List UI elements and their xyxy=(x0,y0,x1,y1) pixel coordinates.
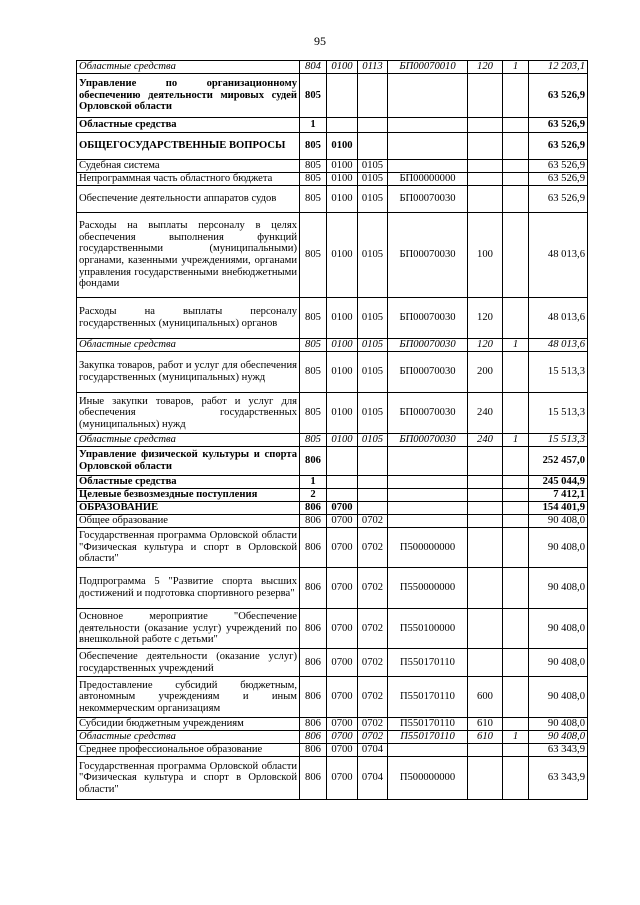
expense-type-code: 200 xyxy=(468,352,503,393)
amount: 245 044,9 xyxy=(529,476,588,489)
expense-type-code: 120 xyxy=(468,339,503,352)
row-name: Предоставление субсидий бюджетным, автономным учреждениям и иным некоммерческим организациям xyxy=(77,677,300,718)
target-article-code: БП00070010 xyxy=(388,61,468,74)
amount: 90 408,0 xyxy=(529,515,588,528)
table-row xyxy=(77,528,588,568)
target-article-code xyxy=(388,74,468,118)
table-row xyxy=(77,339,588,352)
expense-type-code xyxy=(468,515,503,528)
section-code: 0100 xyxy=(327,61,358,74)
funding-source-code xyxy=(503,160,529,173)
row-name: Областные средства xyxy=(77,118,300,133)
expense-type-code xyxy=(468,133,503,160)
subsection-code xyxy=(358,447,388,476)
subsection-code: 0704 xyxy=(358,744,388,757)
section-code xyxy=(327,476,358,489)
ved-code: 805 xyxy=(300,213,327,298)
target-article-code xyxy=(388,133,468,160)
section-code: 0700 xyxy=(327,609,358,649)
ved-code: 804 xyxy=(300,61,327,74)
table-row xyxy=(77,515,588,528)
funding-source-code xyxy=(503,489,529,502)
amount: 63 526,9 xyxy=(529,173,588,186)
amount: 63 526,9 xyxy=(529,74,588,118)
target-article-code xyxy=(388,502,468,515)
target-article-code xyxy=(388,515,468,528)
ved-code: 806 xyxy=(300,718,327,731)
section-code xyxy=(327,74,358,118)
expense-type-code xyxy=(468,160,503,173)
funding-source-code xyxy=(503,447,529,476)
table-row xyxy=(77,757,588,800)
amount: 90 408,0 xyxy=(529,718,588,731)
table-row xyxy=(77,476,588,489)
expense-type-code: 100 xyxy=(468,213,503,298)
table-row xyxy=(77,352,588,393)
row-name: Расходы на выплаты персоналу в целях обеспечения выполнения функций государственными (муниципальными) органами, казенными учреждениями, органами управления государственными внебюджетными фондами xyxy=(77,213,300,298)
section-code: 0100 xyxy=(327,434,358,447)
subsection-code: 0702 xyxy=(358,718,388,731)
funding-source-code xyxy=(503,649,529,677)
funding-source-code: 1 xyxy=(503,339,529,352)
section-code xyxy=(327,489,358,502)
ved-code: 806 xyxy=(300,447,327,476)
row-name: ОБРАЗОВАНИЕ xyxy=(77,502,300,515)
amount: 48 013,6 xyxy=(529,213,588,298)
table-row xyxy=(77,118,588,133)
target-article-code: БП00070030 xyxy=(388,352,468,393)
funding-source-code xyxy=(503,173,529,186)
subsection-code: 0702 xyxy=(358,568,388,609)
section-code xyxy=(327,447,358,476)
funding-source-code xyxy=(503,118,529,133)
section-code: 0100 xyxy=(327,393,358,434)
row-name: Областные средства xyxy=(77,434,300,447)
row-name: ОБЩЕГОСУДАРСТВЕННЫЕ ВОПРОСЫ xyxy=(77,133,300,160)
target-article-code: БП00000000 xyxy=(388,173,468,186)
amount: 90 408,0 xyxy=(529,649,588,677)
expense-type-code xyxy=(468,502,503,515)
section-code: 0700 xyxy=(327,677,358,718)
section-code: 0100 xyxy=(327,339,358,352)
budget-table-body xyxy=(77,61,588,800)
expense-type-code: 240 xyxy=(468,393,503,434)
amount: 63 526,9 xyxy=(529,118,588,133)
section-code: 0100 xyxy=(327,186,358,213)
table-row xyxy=(77,568,588,609)
ved-code: 1 xyxy=(300,476,327,489)
ved-code: 806 xyxy=(300,649,327,677)
amount: 90 408,0 xyxy=(529,731,588,744)
target-article-code: БП00070030 xyxy=(388,213,468,298)
subsection-code: 0702 xyxy=(358,515,388,528)
table-row xyxy=(77,718,588,731)
amount: 63 343,9 xyxy=(529,757,588,800)
subsection-code: 0105 xyxy=(358,173,388,186)
target-article-code: П550170110 xyxy=(388,731,468,744)
expense-type-code xyxy=(468,744,503,757)
expense-type-code xyxy=(468,609,503,649)
row-name: Непрограммная часть областного бюджета xyxy=(77,173,300,186)
amount: 252 457,0 xyxy=(529,447,588,476)
section-code: 0700 xyxy=(327,528,358,568)
funding-source-code: 1 xyxy=(503,61,529,74)
table-row xyxy=(77,744,588,757)
row-name: Целевые безвозмездные поступления xyxy=(77,489,300,502)
table-row xyxy=(77,649,588,677)
section-code: 0100 xyxy=(327,298,358,339)
funding-source-code xyxy=(503,213,529,298)
expense-type-code xyxy=(468,447,503,476)
funding-source-code xyxy=(503,352,529,393)
ved-code: 806 xyxy=(300,502,327,515)
subsection-code: 0702 xyxy=(358,649,388,677)
amount: 63 526,9 xyxy=(529,160,588,173)
row-name: Государственная программа Орловской области "Физическая культура и спорт в Орловской области" xyxy=(77,757,300,800)
target-article-code xyxy=(388,489,468,502)
ved-code: 805 xyxy=(300,186,327,213)
funding-source-code xyxy=(503,677,529,718)
funding-source-code: 1 xyxy=(503,731,529,744)
funding-source-code xyxy=(503,133,529,160)
funding-source-code xyxy=(503,74,529,118)
subsection-code: 0105 xyxy=(358,339,388,352)
ved-code: 806 xyxy=(300,757,327,800)
table-row xyxy=(77,393,588,434)
table-row xyxy=(77,213,588,298)
subsection-code: 0105 xyxy=(358,434,388,447)
target-article-code xyxy=(388,476,468,489)
row-name: Областные средства xyxy=(77,339,300,352)
subsection-code xyxy=(358,133,388,160)
section-code: 0100 xyxy=(327,160,358,173)
section-code xyxy=(327,118,358,133)
table-row xyxy=(77,298,588,339)
target-article-code xyxy=(388,118,468,133)
ved-code: 806 xyxy=(300,731,327,744)
target-article-code: БП00070030 xyxy=(388,339,468,352)
row-name: Основное мероприятие "Обеспечение деятельности (оказание услуг) учреждений по внешкольной работе с детьми" xyxy=(77,609,300,649)
funding-source-code xyxy=(503,568,529,609)
target-article-code: П550170110 xyxy=(388,718,468,731)
funding-source-code xyxy=(503,393,529,434)
ved-code: 805 xyxy=(300,434,327,447)
ved-code: 806 xyxy=(300,744,327,757)
amount: 12 203,1 xyxy=(529,61,588,74)
row-name: Судебная система xyxy=(77,160,300,173)
section-code: 0700 xyxy=(327,731,358,744)
subsection-code: 0105 xyxy=(358,352,388,393)
target-article-code: П550000000 xyxy=(388,568,468,609)
section-code: 0100 xyxy=(327,352,358,393)
target-article-code xyxy=(388,160,468,173)
expense-type-code xyxy=(468,118,503,133)
table-row xyxy=(77,160,588,173)
table-row xyxy=(77,74,588,118)
funding-source-code xyxy=(503,502,529,515)
target-article-code: БП00070030 xyxy=(388,186,468,213)
budget-table xyxy=(76,60,588,800)
row-name: Закупка товаров, работ и услуг для обеспечения государственных (муниципальных) нужд xyxy=(77,352,300,393)
section-code: 0700 xyxy=(327,502,358,515)
ved-code: 805 xyxy=(300,339,327,352)
amount: 90 408,0 xyxy=(529,528,588,568)
expense-type-code xyxy=(468,186,503,213)
subsection-code: 0702 xyxy=(358,677,388,718)
subsection-code: 0105 xyxy=(358,186,388,213)
target-article-code xyxy=(388,744,468,757)
subsection-code xyxy=(358,489,388,502)
amount: 15 513,3 xyxy=(529,352,588,393)
amount: 15 513,3 xyxy=(529,434,588,447)
table-row xyxy=(77,502,588,515)
amount: 63 343,9 xyxy=(529,744,588,757)
target-article-code: П550100000 xyxy=(388,609,468,649)
expense-type-code: 610 xyxy=(468,718,503,731)
row-name: Областные средства xyxy=(77,731,300,744)
ved-code: 805 xyxy=(300,173,327,186)
expense-type-code xyxy=(468,649,503,677)
amount: 7 412,1 xyxy=(529,489,588,502)
amount: 63 526,9 xyxy=(529,133,588,160)
subsection-code: 0702 xyxy=(358,731,388,744)
section-code: 0700 xyxy=(327,718,358,731)
ved-code: 2 xyxy=(300,489,327,502)
section-code: 0700 xyxy=(327,649,358,677)
expense-type-code xyxy=(468,173,503,186)
row-name: Областные средства xyxy=(77,61,300,74)
section-code: 0700 xyxy=(327,757,358,800)
ved-code: 806 xyxy=(300,528,327,568)
row-name: Расходы на выплаты персоналу государственных (муниципальных) органов xyxy=(77,298,300,339)
table-row xyxy=(77,186,588,213)
section-code: 0100 xyxy=(327,173,358,186)
target-article-code: П550170110 xyxy=(388,649,468,677)
table-row xyxy=(77,133,588,160)
row-name: Общее образование xyxy=(77,515,300,528)
section-code: 0700 xyxy=(327,744,358,757)
funding-source-code xyxy=(503,757,529,800)
funding-source-code xyxy=(503,298,529,339)
ved-code: 806 xyxy=(300,609,327,649)
expense-type-code: 120 xyxy=(468,298,503,339)
table-row xyxy=(77,731,588,744)
row-name: Управление физической культуры и спорта Орловской области xyxy=(77,447,300,476)
subsection-code: 0702 xyxy=(358,528,388,568)
expense-type-code: 240 xyxy=(468,434,503,447)
row-name: Обеспечение деятельности аппаратов судов xyxy=(77,186,300,213)
ved-code: 1 xyxy=(300,118,327,133)
funding-source-code xyxy=(503,515,529,528)
target-article-code: П550170110 xyxy=(388,677,468,718)
row-name: Подпрограмма 5 "Развитие спорта высших достижений и подготовка спортивного резерва" xyxy=(77,568,300,609)
expense-type-code xyxy=(468,476,503,489)
target-article-code: П500000000 xyxy=(388,528,468,568)
table-row xyxy=(77,447,588,476)
row-name: Среднее профессиональное образование xyxy=(77,744,300,757)
target-article-code: БП00070030 xyxy=(388,434,468,447)
funding-source-code xyxy=(503,476,529,489)
section-code: 0100 xyxy=(327,133,358,160)
subsection-code xyxy=(358,476,388,489)
funding-source-code: 1 xyxy=(503,434,529,447)
subsection-code: 0105 xyxy=(358,298,388,339)
table-row xyxy=(77,609,588,649)
ved-code: 806 xyxy=(300,677,327,718)
table-row xyxy=(77,489,588,502)
subsection-code: 0105 xyxy=(358,213,388,298)
ved-code: 805 xyxy=(300,133,327,160)
subsection-code xyxy=(358,118,388,133)
expense-type-code: 600 xyxy=(468,677,503,718)
subsection-code: 0702 xyxy=(358,609,388,649)
target-article-code: БП00070030 xyxy=(388,393,468,434)
row-name: Субсидии бюджетным учреждениям xyxy=(77,718,300,731)
amount: 63 526,9 xyxy=(529,186,588,213)
target-article-code xyxy=(388,447,468,476)
subsection-code xyxy=(358,502,388,515)
table-row xyxy=(77,677,588,718)
ved-code: 805 xyxy=(300,298,327,339)
expense-type-code xyxy=(468,528,503,568)
subsection-code: 0113 xyxy=(358,61,388,74)
amount: 90 408,0 xyxy=(529,609,588,649)
ved-code: 805 xyxy=(300,352,327,393)
expense-type-code xyxy=(468,489,503,502)
funding-source-code xyxy=(503,609,529,649)
target-article-code: БП00070030 xyxy=(388,298,468,339)
funding-source-code xyxy=(503,718,529,731)
row-name: Государственная программа Орловской области "Физическая культура и спорт в Орловской области" xyxy=(77,528,300,568)
row-name: Обеспечение деятельности (оказание услуг) государственных учреждений xyxy=(77,649,300,677)
funding-source-code xyxy=(503,186,529,213)
subsection-code xyxy=(358,74,388,118)
ved-code: 806 xyxy=(300,515,327,528)
ved-code: 805 xyxy=(300,393,327,434)
ved-code: 806 xyxy=(300,568,327,609)
amount: 90 408,0 xyxy=(529,568,588,609)
row-name: Областные средства xyxy=(77,476,300,489)
row-name: Управление по организационному обеспечению деятельности мировых судей Орловской области xyxy=(77,74,300,118)
subsection-code: 0105 xyxy=(358,393,388,434)
expense-type-code xyxy=(468,74,503,118)
amount: 48 013,6 xyxy=(529,339,588,352)
amount: 90 408,0 xyxy=(529,677,588,718)
table-row xyxy=(77,61,588,74)
section-code: 0100 xyxy=(327,213,358,298)
table-row xyxy=(77,434,588,447)
row-name: Иные закупки товаров, работ и услуг для обеспечения государственных (муниципальных) нужд xyxy=(77,393,300,434)
expense-type-code: 120 xyxy=(468,61,503,74)
section-code: 0700 xyxy=(327,568,358,609)
amount: 154 401,9 xyxy=(529,502,588,515)
expense-type-code xyxy=(468,568,503,609)
subsection-code: 0704 xyxy=(358,757,388,800)
page-number: 95 xyxy=(314,34,326,48)
amount: 15 513,3 xyxy=(529,393,588,434)
ved-code: 805 xyxy=(300,160,327,173)
ved-code: 805 xyxy=(300,74,327,118)
expense-type-code xyxy=(468,757,503,800)
subsection-code: 0105 xyxy=(358,160,388,173)
funding-source-code xyxy=(503,744,529,757)
expense-type-code: 610 xyxy=(468,731,503,744)
section-code: 0700 xyxy=(327,515,358,528)
funding-source-code xyxy=(503,528,529,568)
amount: 48 013,6 xyxy=(529,298,588,339)
target-article-code: П500000000 xyxy=(388,757,468,800)
table-row xyxy=(77,173,588,186)
